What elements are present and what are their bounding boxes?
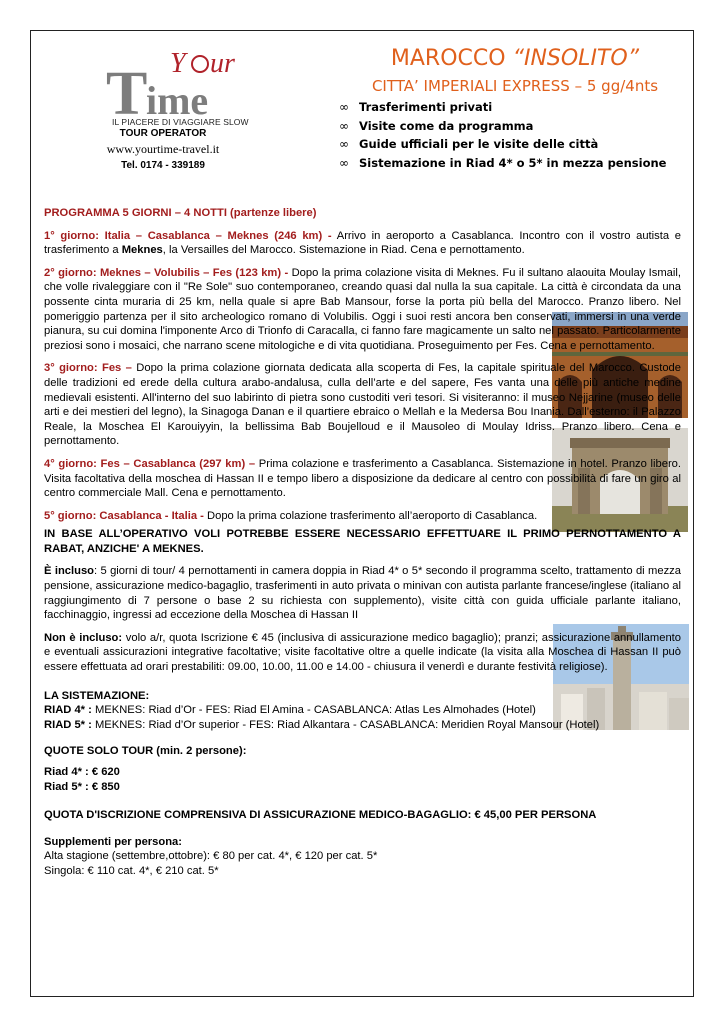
day-4: 4° giorno: Fes – Casablanca (297 km) – Prima colazione e trasferimento a Casablanca. Sistemazione in hotel. Pranzo libero. Visita facoltativa della moschea di Hassan II e tempo libero a disposizione da dedicare al centro con possibilità di fare un giro al centro commerciale Mall. Cena e pernottamento. bbox=[44, 457, 681, 500]
svg-text:ur: ur bbox=[210, 48, 235, 79]
accommodation-row: RIAD 5* : MEKNES: Riad d’Or superior - FES: Riad Alkantara - CASABLANCA: Meridien Royal Mansour (Hotel) bbox=[44, 718, 600, 731]
rabat-notice: IN BASE ALL’OPERATIVO VOLI POTREBBE ESSERE NECESSARIO EFFETTUARE IL PRIMO PERNOTTAMENTO A RABAT, ANZICHE' A MEKNES. bbox=[44, 528, 681, 555]
day-2: 2° giorno: Meknes – Volubilis – Fes (123 km) - Dopo la prima colazione visita di Meknes. Fu il sultano alaouita Moulay Ismail, che volle rivaleggiare con il "Re Sole" suo contemporaneo, creando quasi dal nulla la sua capitale. La città è circondata da una possente cinta muraria di 25 km, nella quale si apre Bab Mansour, forse la porta più bella del Marocco. Pranzo libero. Nel pomeriggio partenza per il sito archeologico romano di Volubilis. Oggi i suoi resti ancora ben conservati, immersi in una verde pianura, su cui domina l'imponente Arco di Trionfo di Caracalla, ci fanno fare magicamente un salto nel passato. Particolarmente preziosi sono i mosaici, che narrano scene mitologiche e di vita quotidiana. Proseguimento per Fes. Cena e pernottamento. bbox=[44, 266, 681, 352]
page-subtitle: CITTA’ IMPERIALI EXPRESS – 5 gg/4nts bbox=[371, 77, 659, 95]
infinity-bullet-icon: ∞ bbox=[339, 155, 349, 170]
infinity-bullet-icon: ∞ bbox=[339, 118, 349, 133]
price-row: Riad 5* : € 850 bbox=[44, 780, 120, 793]
yourtime-logo bbox=[100, 42, 280, 120]
prices-section bbox=[44, 744, 681, 794]
day-3: 3° giorno: Fes – Dopo la prima colazione giornata dedicata alla scoperta di Fes, la capitale spirituale del Marocco. Custode delle tradizioni ed erede della cultura arabo-andalusa, culla dell’arte e del sapere, Fes vanta una delle più antiche medine medievali esistenti. All'interno del suo labirinto di pietra sono custoditi veri tesori. Si visiteranno: il museo Nejjarine (museo delle arti e dei mestieri del legno), la Sinagoga Danan e il quartiere ebraico o Mellah e la Medersa Bou Inania. Dall’esterno: il Palazzo Reale, la Moschea El Karouiyyin, la bellissima Bab Boujelloud e il Mausoleo di Moulay Idriss. Pranzo libero. Cena e pernottamento. bbox=[44, 362, 681, 448]
logo-tagline: IL PIACERE DI VIAGGIARE SLOW bbox=[112, 117, 249, 127]
price-row: Riad 4* : € 620 bbox=[44, 766, 120, 778]
program-body bbox=[44, 206, 681, 879]
feature-item: ∞ Trasferimenti privati bbox=[339, 100, 493, 115]
day-1: 1° giorno: Italia – Casablanca – Meknes (246 km) - Arrivo in aeroporto a Casablanca. Incontro con il vostro autista e trasferimento a Meknes, la Versailles del Marocco. Sistemazione in Riad. Cena e pernottamento. bbox=[44, 229, 681, 257]
infinity-bullet-icon: ∞ bbox=[339, 137, 349, 152]
accommodation-row: RIAD 4* : MEKNES: Riad d’Or - FES: Riad El Amina - CASABLANCA: Atlas Les Almohades (Hotel) bbox=[44, 704, 536, 717]
svg-text:Y: Y bbox=[170, 48, 186, 79]
svg-text:T: T bbox=[106, 60, 146, 120]
feature-item: ∞ Guide ufficiali per le visite delle città bbox=[339, 137, 599, 152]
registration-fee: QUOTA D'ISCRIZIONE COMPRENSIVA DI ASSICURAZIONE MEDICO-BAGAGLIO: € 45,00 PER PERSONA bbox=[44, 809, 597, 822]
tour-operator-label: TOUR OPERATOR bbox=[119, 128, 207, 139]
supplements-heading: Supplementi per persona: bbox=[44, 835, 183, 848]
feature-item: ∞ Visite come da programma bbox=[339, 118, 534, 133]
page-title: MAROCCO “INSOLITO” bbox=[390, 46, 640, 71]
features-list bbox=[339, 98, 679, 172]
website-link[interactable]: www.yourtime-travel.it bbox=[106, 142, 220, 156]
accommodation-section bbox=[44, 689, 681, 733]
supplement-row: Singola: € 110 cat. 4*, € 210 cat. 5* bbox=[44, 864, 219, 877]
included-section: È incluso: 5 giorni di tour/ 4 pernottamenti in camera doppia in Riad 4* o 5* secondo il programma scelto, trattamento di mezza pensione, assicurazione medico-bagaglio, trasferimenti in auto privata o minivan con autista parlante francese/inglese (italiano al raggiungimento di 7 persone o base 2 su richiesta con supplemento), visite città con guida ufficiale parlante italiano, facchinaggio, ingressi ad eccezione della Moschea di Hassan II bbox=[44, 565, 681, 622]
supplement-row: Alta stagione (settembre,ottobre): € 80 per cat. 4*, € 120 per cat. 5* bbox=[44, 850, 378, 863]
infinity-bullet-icon: ∞ bbox=[339, 100, 349, 115]
program-heading: PROGRAMMA 5 GIORNI – 4 NOTTI (partenze libere) bbox=[44, 207, 317, 219]
feature-item: ∞ Sistemazione in Riad 4* o 5* in mezza pensione bbox=[339, 155, 667, 170]
prices-heading: QUOTE SOLO TOUR (min. 2 persone): bbox=[44, 745, 247, 758]
phone-number: Tel. 0174 - 339189 bbox=[121, 160, 205, 171]
day-5: 5° giorno: Casablanca - Italia - Dopo la prima colazione trasferimento all’aeroporto di Casablanca. bbox=[44, 509, 538, 522]
svg-text:ime: ime bbox=[146, 78, 209, 120]
accommodation-heading: LA SISTEMAZIONE: bbox=[44, 689, 150, 702]
supplements-section bbox=[44, 835, 681, 879]
not-included-section: Non è incluso: volo a/r, quota Iscrizione € 45 (inclusiva di assicurazione medico bagaglio); pranzi; assicurazione annullamento e eventuali assicurazioni integrative facoltative; visite facoltative oltre a quelle indicate (la visita alla Moschea di Hassan II può essere effettuata ad orari prestabiliti: 09.00, 10.00, 11.00 e 14.00 - chiusura il venerdì e durante festività religiose). bbox=[44, 631, 681, 674]
